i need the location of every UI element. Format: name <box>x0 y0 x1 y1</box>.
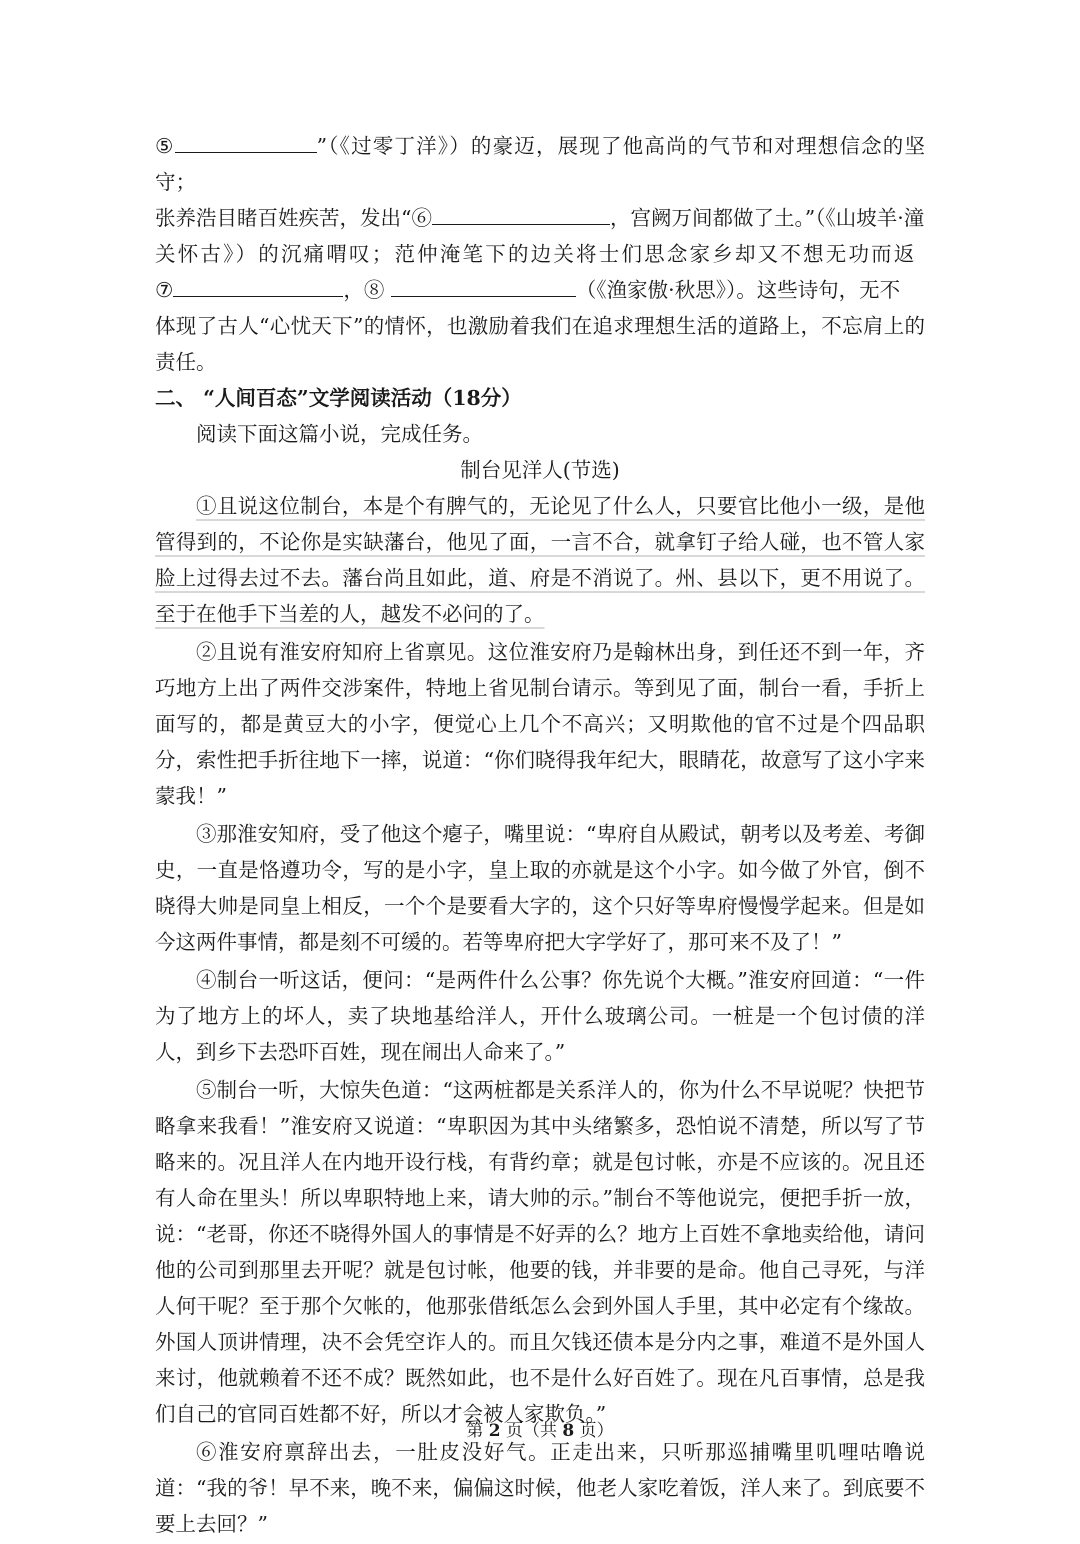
poem-line-3: 关怀古》）的沉痛喟叹；范仲淹笔下的边关将士们思念家乡却又不想无功而返 <box>155 242 917 266</box>
answer-blank-5[interactable] <box>175 134 317 153</box>
poem-text: ，⑧ <box>343 278 391 302</box>
reading-instruction: 阅读下面这篇小说，完成任务。 <box>196 422 483 446</box>
poem-text: （《渔家傲·秋思》）。这些诗句，无不 <box>575 278 901 302</box>
poem-line-5: 体现了古人“心忧天下”的情怀，也激励着我们在追求理想生活的道路上，不忘肩上的责任。 <box>155 314 925 374</box>
poem-line-1 <box>155 128 925 200</box>
story-paragraph-2: ②且说有淮安府知府上省禀见。这位淮安府乃是翰林出身，到任还不到一年，齐巧地方上出了两件交涉案件，特地上省见制台请示。等到见了面，制台一看，手折上面写的，都是黄豆大的小字，便觉心上几个不高兴；又明欺他的官不过是个四品职分，索性把手折往地下一摔，说道：“你们晓得我年纪大，眼睛花，故意写了这小字来蒙我！” <box>155 640 925 808</box>
answer-blank-7[interactable] <box>173 278 343 297</box>
poem-text: ”（《过零丁洋》）的豪迈，展现了他高尚的气节和对理想信念的坚守； <box>155 134 925 194</box>
page-number: 2 <box>488 1421 501 1441</box>
poem-text: ，宫阙万间都做了土。”（《山坡羊·潼 <box>609 206 925 230</box>
story-paragraph-6: ⑥淮安府禀辞出去，一肚皮没好气。正走出来，只听那巡捕嘴里叽哩咕噜说道：“我的爷！早不来，晚不来，偏偏这时候，他老人家吃着饭，洋人来了。到底要不要上去回？” <box>155 1440 925 1536</box>
circled-number-5: ⑤ <box>155 134 175 158</box>
page-footer: 第 2 页（共 8 页） <box>466 1421 614 1441</box>
page-total: 8 <box>562 1421 575 1441</box>
answer-blank-6[interactable] <box>432 206 610 225</box>
story-paragraph-4: ④制台一听这话，便问：“是两件什么公事？你先说个大概。”淮安府回道：“一件为了地方上的坏人，卖了块地基给洋人，开什么玻璃公司。一桩是一个包讨债的洋人，到乡下去恐吓百姓，现在闹出人命来了。” <box>155 968 925 1064</box>
circled-number-7: ⑦ <box>155 278 174 302</box>
story-title: 制台见洋人(节选) <box>460 458 620 482</box>
poem-text: 张养浩目睹百姓疾苦，发出“⑥ <box>155 206 432 230</box>
story-paragraph-5: ⑤制台一听，大惊失色道：“这两桩都是关系洋人的，你为什么不早说呢？快把节略拿来我看！”淮安府又说道：“卑职因为其中头绪繁多，恐怕说不清楚，所以写了节略来的。况且洋人在内地开设行栈，有背约章；就是包讨帐，亦是不应该的。况且还有人命在里头！所以卑职特地上来，请大帅的示。”制台不等他说完，便把手折一放，说：“老哥，你还不晓得外国人的事情是不好弄的么？地方上百姓不拿地卖给他，请问他的公司到那里去开呢？就是包讨帐，他要的钱，并非要的是命。他自己寻死，与洋人何干呢？至于那个欠帐的，他那张借纸怎么会到外国人手里，其中必定有个缘故。外国人顶讲情理，决不会凭空诈人的。而且欠钱还债本是分内之事，难道不是外国人来讨，他就赖着不还不成？既然如此，也不是什么好百姓了。现在凡百事情，总是我们自己的官同百姓都不好，所以才会被人家欺负。” <box>155 1078 925 1426</box>
story-paragraph-3: ③那淮安知府，受了他这个瘪子，嘴里说：“卑府自从殿试，朝考以及考差、考御史，一直是恪遵功令，写的是小字，皇上取的亦就是这个小字。如今做了外官，倒不晓得大帅是同皇上相反，一个个是要看大字的，这个只好等卑府慢慢学起来。但是如今这两件事情，都是刻不可缓的。若等卑府把大字学好了，那可来不及了！” <box>155 822 925 954</box>
poem-line-2 <box>155 200 925 236</box>
answer-blank-8[interactable] <box>391 278 576 297</box>
exam-page <box>155 128 925 1544</box>
section-heading: 二、 “人间百态”文学阅读活动（18分） <box>155 386 522 410</box>
poem-line-4 <box>155 272 925 308</box>
story-paragraph-1: ①且说这位制台，本是个有脾气的，无论见了什么人，只要官比他小一级，是他管得到的，不论你是实缺藩台，他见了面，一言不合，就拿钉子给人碰，也不管人家脸上过得去过不去。藩台尚且如此，道、府是不消说了。州、县以下，更不用说了。至于在他手下当差的人，越发不必问的了。 <box>155 494 925 626</box>
